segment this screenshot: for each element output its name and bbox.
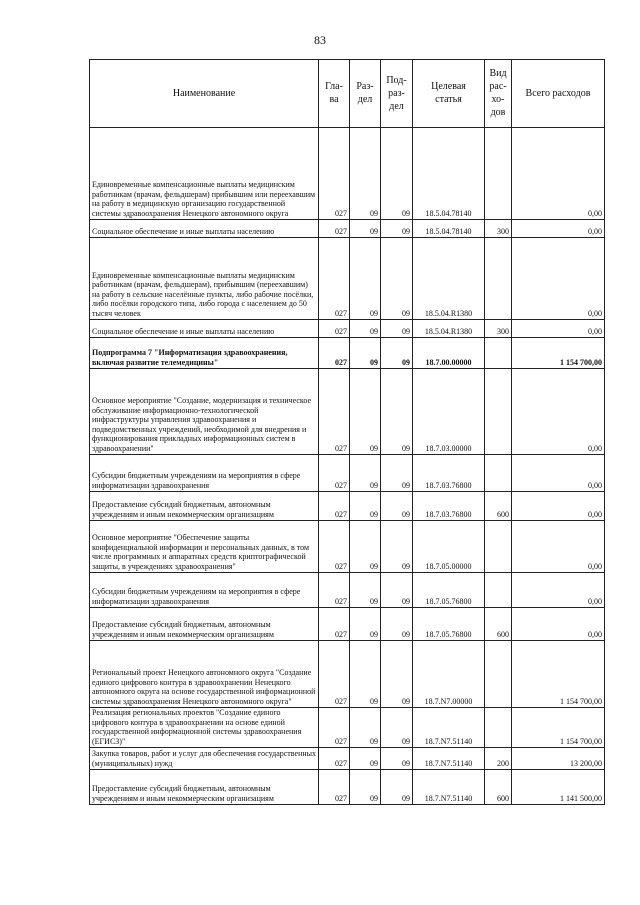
row-subsection: 09 [381, 708, 413, 748]
table-row [90, 128, 605, 220]
row-name: Субсидии бюджетным учреждениям на мероприятия в сфере информатизации здравоохранения [90, 573, 319, 608]
row-target-article: 18.7.N7.00000 [413, 641, 485, 708]
header-subsection: Под- раз- дел [381, 60, 413, 128]
row-name: Субсидии бюджетным учреждениям на мероприятия в сфере информатизации здравоохранения [90, 455, 319, 492]
row-section: 09 [350, 608, 381, 641]
page-number: 83 [314, 33, 326, 47]
row-expense-type [485, 708, 512, 748]
row-section: 09 [350, 492, 381, 521]
row-chapter: 027 [319, 708, 350, 748]
row-amount: 0,00 [512, 369, 605, 455]
table-row [90, 521, 605, 573]
row-expense-type: 600 [485, 492, 512, 521]
row-expense-type [485, 641, 512, 708]
header-total: Всего расходов [512, 60, 605, 128]
row-name: Подпрограмма 7 "Информатизация здравоохранения, включая развитие телемедицины" [90, 338, 319, 369]
row-chapter: 027 [319, 770, 350, 805]
row-expense-type [485, 573, 512, 608]
row-target-article: 18.7.N7.51140 [413, 770, 485, 805]
row-expense-type: 600 [485, 770, 512, 805]
table-row [90, 748, 605, 770]
table-row [90, 492, 605, 521]
row-name: Социальное обеспечение и иные выплаты населению [90, 320, 319, 338]
row-name: Социальное обеспечение и иные выплаты населению [90, 220, 319, 238]
row-name: Единовременные компенсационные выплаты медицинским работникам (врачам, фельдшерам) прибывшим или переехавшим на работу в медицинскую организацию государственной системы здравоохранения Ненецкого автономного округа [90, 128, 319, 220]
row-amount: 0,00 [512, 128, 605, 220]
row-amount: 1 154 700,00 [512, 708, 605, 748]
budget-table [89, 59, 605, 805]
row-target-article: 18.7.05.76800 [413, 573, 485, 608]
row-expense-type [485, 369, 512, 455]
row-expense-type [485, 338, 512, 369]
row-amount: 0,00 [512, 492, 605, 521]
row-amount: 1 154 700,00 [512, 641, 605, 708]
row-name: Региональный проект Ненецкого автономного округа "Создание единого цифрового контура в здравоохранении Ненецкого автономного округа на основе государственной информационной системы здравоохранения Ненецкого автономного округа" [90, 641, 319, 708]
row-subsection: 09 [381, 573, 413, 608]
row-amount: 0,00 [512, 521, 605, 573]
row-amount: 0,00 [512, 238, 605, 320]
row-target-article: 18.5.04.78140 [413, 128, 485, 220]
row-subsection: 09 [381, 492, 413, 521]
row-section: 09 [350, 320, 381, 338]
row-chapter: 027 [319, 641, 350, 708]
row-target-article: 18.7.N7.51140 [413, 748, 485, 770]
row-target-article: 18.5.04.78140 [413, 220, 485, 238]
row-chapter: 027 [319, 573, 350, 608]
row-target-article: 18.7.05.00000 [413, 521, 485, 573]
table-row [90, 338, 605, 369]
row-subsection: 09 [381, 770, 413, 805]
row-chapter: 027 [319, 338, 350, 369]
row-name: Единовременные компенсационные выплаты медицинским работникам (врачам, фельдшерам), прибывшим (переехавшим) на работу в сельские населённые пункты, либо рабочие посёлки, либо посёлки городского типа, либо города с населением до 50 тысяч человек [90, 238, 319, 320]
header-target-article: Целевая статья [413, 60, 485, 128]
row-amount: 0,00 [512, 573, 605, 608]
row-subsection: 09 [381, 338, 413, 369]
row-section: 09 [350, 455, 381, 492]
row-expense-type: 300 [485, 320, 512, 338]
row-section: 09 [350, 369, 381, 455]
row-subsection: 09 [381, 238, 413, 320]
header-chapter: Гла- ва [319, 60, 350, 128]
row-name: Основное мероприятие "Обеспечение защиты конфиденциальной информации и персональных данных, в том числе программных и аппаратных средств криптографической защиты, в учреждениях здравоохранения" [90, 521, 319, 573]
row-chapter: 027 [319, 369, 350, 455]
row-amount: 0,00 [512, 220, 605, 238]
row-target-article: 18.5.04.R1380 [413, 238, 485, 320]
row-subsection: 09 [381, 748, 413, 770]
header-section: Раз- дел [350, 60, 381, 128]
row-expense-type [485, 238, 512, 320]
row-subsection: 09 [381, 608, 413, 641]
row-subsection: 09 [381, 641, 413, 708]
row-name: Предоставление субсидий бюджетным, автономным учреждениям и иным некоммерческим организациям [90, 608, 319, 641]
row-name: Предоставление субсидий бюджетным, автономным учреждениям и иным некоммерческим организациям [90, 492, 319, 521]
row-subsection: 09 [381, 369, 413, 455]
table-row [90, 320, 605, 338]
table-row [90, 573, 605, 608]
row-amount: 0,00 [512, 320, 605, 338]
row-amount: 13 200,00 [512, 748, 605, 770]
row-expense-type: 200 [485, 748, 512, 770]
row-target-article: 18.7.N7.51140 [413, 708, 485, 748]
row-subsection: 09 [381, 455, 413, 492]
row-expense-type [485, 521, 512, 573]
row-expense-type [485, 128, 512, 220]
row-amount: 1 141 500,00 [512, 770, 605, 805]
row-section: 09 [350, 641, 381, 708]
row-chapter: 027 [319, 455, 350, 492]
table-row [90, 708, 605, 748]
row-section: 09 [350, 708, 381, 748]
row-chapter: 027 [319, 128, 350, 220]
row-expense-type: 600 [485, 608, 512, 641]
row-subsection: 09 [381, 521, 413, 573]
table-row [90, 770, 605, 805]
row-chapter: 027 [319, 608, 350, 641]
row-subsection: 09 [381, 128, 413, 220]
row-section: 09 [350, 238, 381, 320]
row-section: 09 [350, 748, 381, 770]
row-chapter: 027 [319, 220, 350, 238]
row-chapter: 027 [319, 748, 350, 770]
row-amount: 0,00 [512, 455, 605, 492]
row-subsection: 09 [381, 220, 413, 238]
row-section: 09 [350, 220, 381, 238]
row-section: 09 [350, 521, 381, 573]
row-name: Предоставление субсидий бюджетным, автономным учреждениям и иным некоммерческим организациям [90, 770, 319, 805]
table-header-row [90, 60, 605, 128]
header-name: Наименование [90, 60, 319, 128]
table-row [90, 238, 605, 320]
row-target-article: 18.7.00.00000 [413, 338, 485, 369]
row-subsection: 09 [381, 320, 413, 338]
row-chapter: 027 [319, 320, 350, 338]
row-chapter: 027 [319, 238, 350, 320]
row-name: Реализация региональных проектов "Создание единого цифрового контура в здравоохранении на основе единой государственной информационной системы здравоохранения (ЕГИСЗ)" [90, 708, 319, 748]
row-target-article: 18.7.03.76800 [413, 455, 485, 492]
row-section: 09 [350, 770, 381, 805]
header-expense-type: Вид рас- хо- дов [485, 60, 512, 128]
row-chapter: 027 [319, 492, 350, 521]
table-row [90, 608, 605, 641]
row-section: 09 [350, 128, 381, 220]
row-target-article: 18.5.04.R1380 [413, 320, 485, 338]
table-row [90, 455, 605, 492]
row-amount: 1 154 700,00 [512, 338, 605, 369]
row-section: 09 [350, 573, 381, 608]
table-row [90, 220, 605, 238]
row-target-article: 18.7.03.76800 [413, 492, 485, 521]
row-expense-type: 300 [485, 220, 512, 238]
row-target-article: 18.7.05.76800 [413, 608, 485, 641]
row-section: 09 [350, 338, 381, 369]
row-name: Основное мероприятие "Создание, модернизация и техническое обслуживание информационно-технологической инфраструктуры управления здравоохранения и подведомственных учреждений, необходимой для внедрения и функционирования прикладных информационных систем в здравоохранении" [90, 369, 319, 455]
table-row [90, 369, 605, 455]
row-name: Закупка товаров, работ и услуг для обеспечения государственных (муниципальных) нужд [90, 748, 319, 770]
row-expense-type [485, 455, 512, 492]
table-row [90, 641, 605, 708]
row-amount: 0,00 [512, 608, 605, 641]
row-chapter: 027 [319, 521, 350, 573]
row-target-article: 18.7.03.00000 [413, 369, 485, 455]
